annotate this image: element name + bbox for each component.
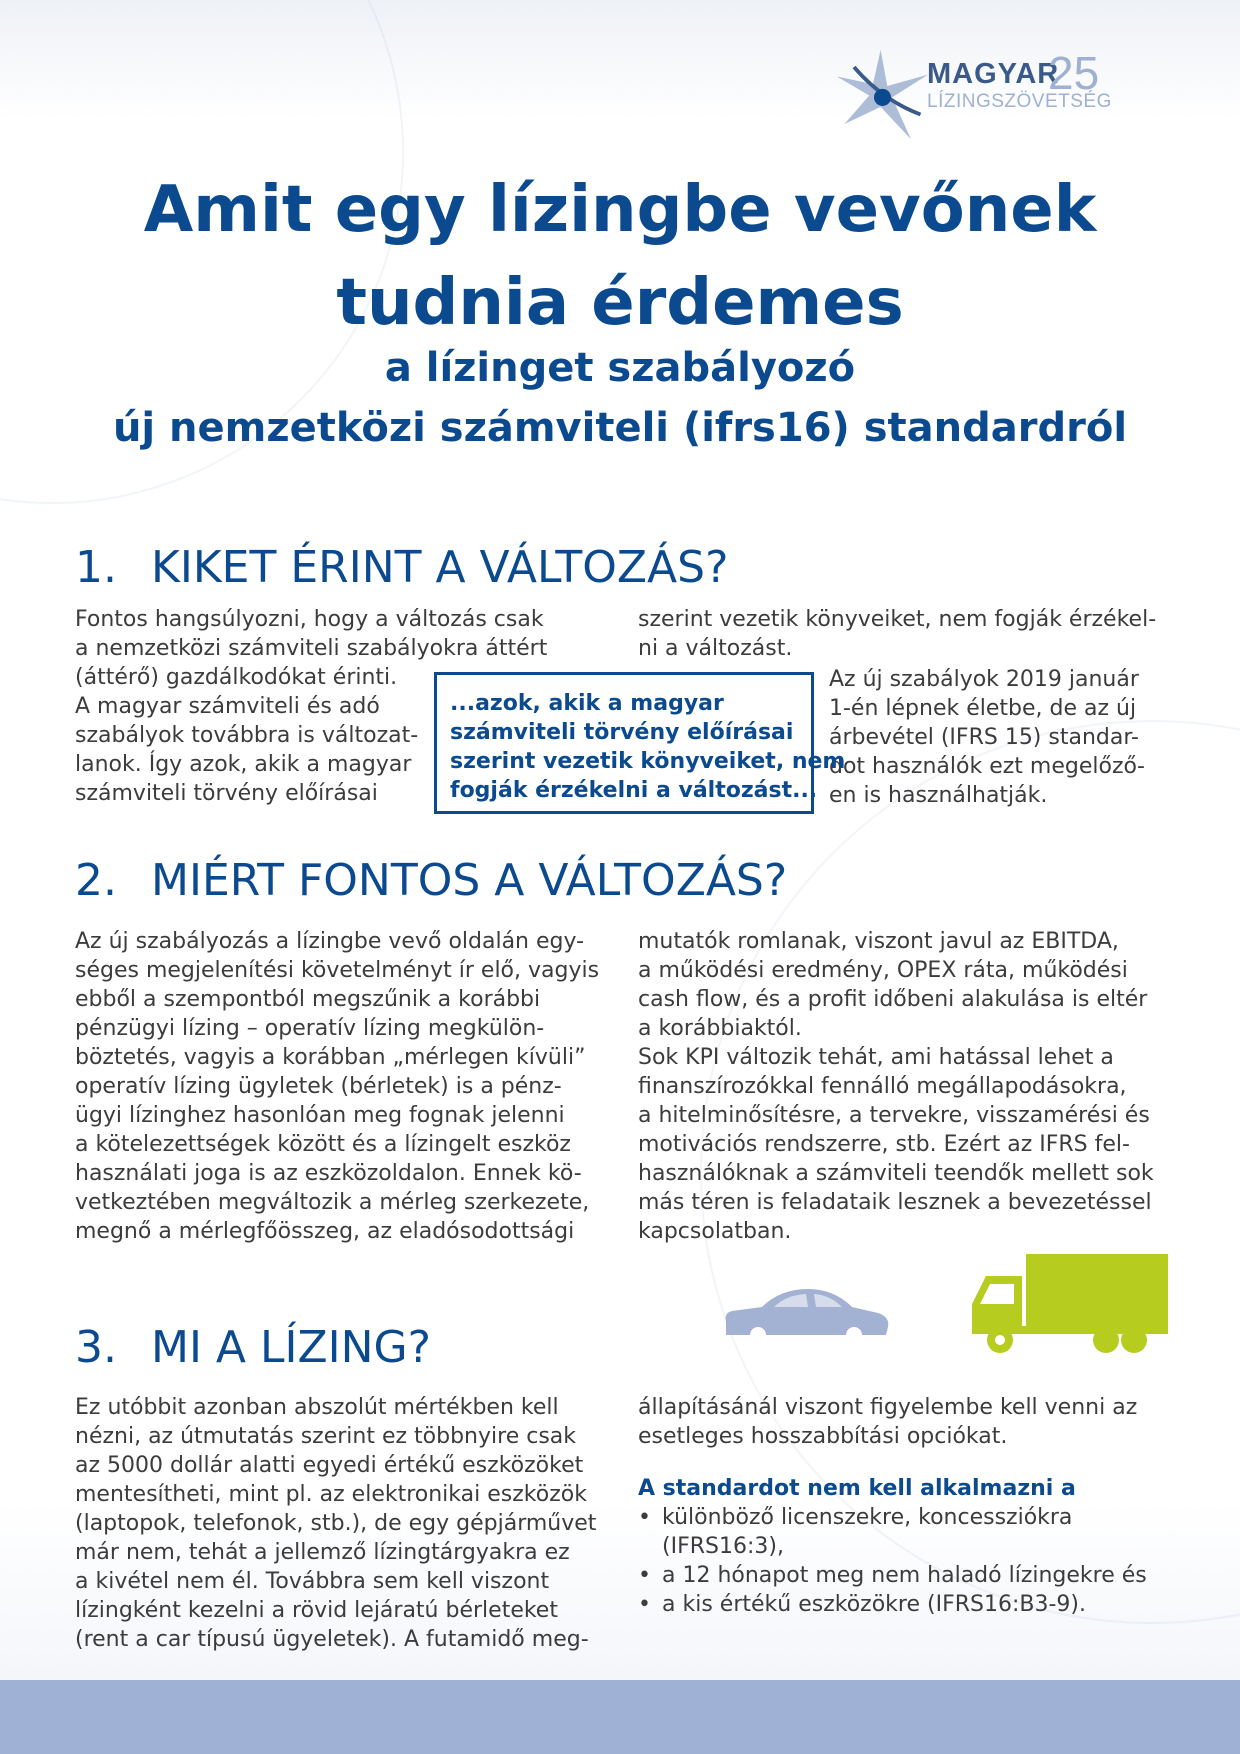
bullet-item <box>638 1503 1147 1532</box>
text-line: (rent a car típusú ügyeletek). A futamidő meg- <box>75 1627 589 1652</box>
bullet-text: a kis értékű eszközökre (IFRS16:B3-9). <box>662 1592 1086 1617</box>
pull-quote-callout <box>434 672 846 814</box>
text-line: használóknak a számviteli teendők mellett sok <box>638 1161 1154 1186</box>
callout-line: szerint vezetik könyveiket, nem <box>450 749 846 774</box>
text-line: mutatók romlanak, viszont javul az EBITDA, <box>638 929 1119 954</box>
truck-icon <box>972 1254 1168 1356</box>
text-line: megnő a mérlegfőösszeg, az eladósodottsági <box>75 1219 575 1244</box>
star-logo-icon <box>835 48 930 143</box>
text-line: a kivétel nem él. Továbbra sem kell viszont <box>75 1569 550 1594</box>
section-1-heading <box>75 542 728 593</box>
text-line: számviteli törvény előírásai <box>75 781 378 806</box>
text-line: állapításánál viszont figyelembe kell venni az <box>638 1395 1138 1420</box>
text-line: finanszírozókkal fennálló megállapodásokra, <box>638 1074 1127 1099</box>
section-title: KIKET ÉRINT A VÁLTOZÁS? <box>151 542 729 593</box>
bullet-item <box>638 1561 1147 1590</box>
text-line: operatív lízing ügyletek (bérletek) is a pénz- <box>75 1074 562 1099</box>
logo-name: MAGYAR <box>927 58 1060 90</box>
text-line: Ez utóbbit azonban abszolút mértékben kell <box>75 1395 559 1420</box>
text-line: cash flow, és a profit időbeni alakulása is eltér <box>638 987 1148 1012</box>
section-title: MIÉRT FONTOS A VÁLTOZÁS? <box>151 855 788 906</box>
text-line: A magyar számviteli és adó <box>75 694 380 719</box>
callout-line: számviteli törvény előírásai <box>450 720 794 745</box>
text-line: szerint vezetik könyveiket, nem fogják érzékel- <box>638 607 1157 632</box>
text-line: mentesítheti, mint pl. az elektronikai eszközök <box>75 1482 587 1507</box>
text-line: motivációs rendszerre, stb. Ezért az IFRS fel- <box>638 1132 1130 1157</box>
text-line: séges megjelenítési követelményt ír elő, vagyis <box>75 958 600 983</box>
text-line: árbevétel (IFRS 15) standar- <box>829 725 1139 750</box>
text-line: pénzügyi lízing – operatív lízing megkülön- <box>75 1016 545 1041</box>
text-line: Sok KPI változik tehát, ami hatással lehet a <box>638 1045 1114 1070</box>
exemption-heading: A standardot nem kell alkalmazni a <box>638 1476 1076 1501</box>
logo-subtitle: LÍZINGSZÖVETSÉG <box>927 91 1112 112</box>
text-line: a nemzetközi számviteli szabályokra áttért <box>75 636 548 661</box>
bullet-text: a 12 hónapot meg nem haladó lízingekre és <box>662 1563 1147 1588</box>
text-line: ügyi lízinghez hasonlóan meg fognak jelenni <box>75 1103 565 1128</box>
text-line: (laptopok, telefonok, stb.), de egy gépjárművet <box>75 1511 597 1536</box>
text-line: esetleges hosszabbítási opciókat. <box>638 1424 1008 1449</box>
text-line: lanok. Így azok, akik a magyar <box>75 752 412 777</box>
text-line: (áttérő) gazdálkodókat érinti. <box>75 665 398 690</box>
page-title-line1: Amit egy lízingbe vevőnek <box>143 173 1097 247</box>
text-line: a kötelezettségek között és a lízingelt eszköz <box>75 1132 571 1157</box>
section-3-column-1 <box>75 1393 596 1654</box>
text-line: a korábbiaktól. <box>638 1016 802 1041</box>
footer-band <box>0 1680 1240 1754</box>
page-subtitle-line1: a lízinget szabályozó <box>384 345 856 391</box>
association-logo <box>835 48 1115 148</box>
logo-number: 25 <box>1048 47 1100 99</box>
text-line: Az új szabályok 2019 január <box>829 667 1139 692</box>
bullet-continuation <box>638 1532 1147 1561</box>
bullet-text: (IFRS16:3), <box>662 1534 784 1559</box>
section-number: 3. <box>75 1322 117 1373</box>
text-line: az 5000 dollár alatti egyedi értékű eszközöket <box>75 1453 584 1478</box>
text-line: vetkeztében megváltozik a mérleg szerkezete, <box>75 1190 590 1215</box>
callout-line: fogják érzékelni a változást... <box>450 778 818 803</box>
text-line: már nem, tehát a jellemző lízingtárgyakra ez <box>75 1540 570 1565</box>
bullet-icon: • <box>638 1592 651 1617</box>
text-line: a működési eredmény, OPEX ráta, működési <box>638 958 1128 983</box>
text-line: nézni, az útmutatás szerint ez többnyire csak <box>75 1424 577 1449</box>
text-line: használati joga is az eszközoldalon. Ennek kö- <box>75 1161 582 1186</box>
section-title: MI A LÍZING? <box>151 1322 431 1373</box>
bullet-icon: • <box>638 1563 651 1588</box>
section-2-column-1 <box>75 927 599 1246</box>
text-line: kapcsolatban. <box>638 1219 792 1244</box>
section-2-column-2 <box>638 927 1154 1246</box>
text-line: szabályok továbbra is változat- <box>75 723 419 748</box>
text-line: a hitelminősítésre, a tervekre, visszamérési és <box>638 1103 1150 1128</box>
callout-line: ...azok, akik a magyar <box>450 691 724 716</box>
section-1-column-2-top <box>638 605 1156 663</box>
section-3-heading <box>75 1322 431 1373</box>
text-line: ebből a szempontból megszűnik a korábbi <box>75 987 541 1012</box>
text-line: lízingként kezelni a rövid lejáratú bérleteket <box>75 1598 558 1623</box>
text-line: Az új szabályozás a lízingbe vevő oldalán egy- <box>75 929 585 954</box>
car-icon <box>722 1283 892 1343</box>
text-line: más téren is feladataik lesznek a bevezetéssel <box>638 1190 1152 1215</box>
page-title-line2: tudnia érdemes <box>336 266 904 340</box>
text-line: 1-én lépnek életbe, de az új <box>829 696 1137 721</box>
section-2-heading <box>75 855 787 906</box>
bullet-item <box>638 1590 1147 1619</box>
section-3-column-2 <box>638 1393 1147 1619</box>
text-line: Fontos hangsúlyozni, hogy a változás csak <box>75 607 544 632</box>
page-subtitle-line2: új nemzetközi számviteli (ifrs16) standardról <box>112 405 1128 451</box>
bullet-text: különböző licenszekre, koncessziókra <box>662 1505 1073 1530</box>
section-number: 2. <box>75 855 117 906</box>
section-number: 1. <box>75 542 117 593</box>
text-line: böztetés, vagyis a korábban „mérlegen kívüli” <box>75 1045 586 1070</box>
text-line: dot használók ezt megelőző- <box>829 754 1145 779</box>
text-line: ni a változást. <box>638 636 793 661</box>
bullet-icon: • <box>638 1505 651 1530</box>
section-1-column-2-right <box>829 665 1145 810</box>
text-line: en is használhatják. <box>829 783 1048 808</box>
